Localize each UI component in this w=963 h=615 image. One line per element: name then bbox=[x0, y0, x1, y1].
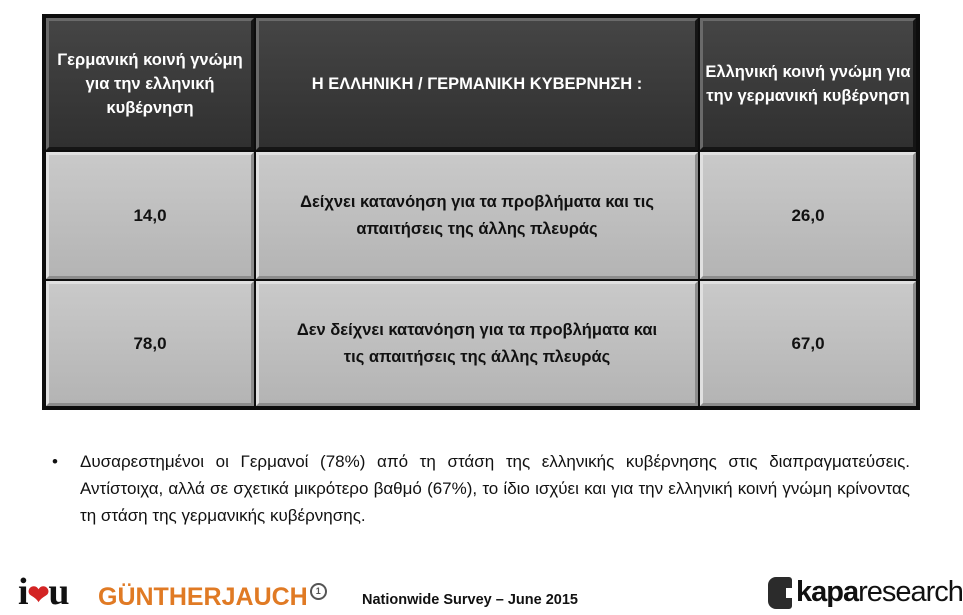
bullet-text: Δυσαρεστημένοι οι Γερμανοί (78%) από τη στάση της ελληνικής κυβέρνησης στις διαπραγματεύσεις. Αντίστοιχα, αλλά σε σχετικά μικρότερο βαθμό (67%), το ίδιο ισχύει και για την ελληνική κοινή γνώμη κρίνοντας τη στάση της γερμανικής κυβέρνησης. bbox=[80, 452, 910, 525]
row2-greek-value: 67,0 bbox=[700, 281, 916, 406]
row2-german-value: 78,0 bbox=[46, 281, 254, 406]
bullet-point bbox=[52, 448, 910, 529]
header-government: Η ΕΛΛΗΝΙΚΗ / ΓΕΡΜΑΝΙΚΗ ΚΥΒΕΡΝΗΣΗ : bbox=[256, 18, 698, 150]
row1-german-value: 14,0 bbox=[46, 152, 254, 279]
results-table bbox=[42, 14, 920, 410]
survey-caption: Nationwide Survey – June 2015 bbox=[362, 592, 578, 608]
kapa-research-logo: kapa research bbox=[768, 576, 963, 609]
heart-icon: ❤ bbox=[27, 580, 49, 610]
header-greek-opinion: Ελληνική κοινή γνώμη για την γερμανική κυβέρνηση bbox=[700, 18, 916, 150]
row2-statement: Δεν δείχνει κατανόηση για τα προβλήματα και τις απαιτήσεις της άλλης πλευράς bbox=[256, 281, 698, 406]
row1-statement: Δείχνει κατανόηση για τα προβλήματα και τις απαιτήσεις της άλλης πλευράς bbox=[256, 152, 698, 279]
row1-greek-value: 26,0 bbox=[700, 152, 916, 279]
iqu-logo: i❤u bbox=[18, 571, 69, 613]
kapa-mark-icon bbox=[768, 577, 792, 609]
header-german-opinion: Γερμανική κοινή γνώμη για την ελληνική κυβέρνηση bbox=[46, 18, 254, 150]
channel-mark-icon: 1 bbox=[310, 583, 327, 600]
gunther-jauch-logo: GÜNTHERJAUCH 1 bbox=[98, 583, 327, 612]
bullet-icon: • bbox=[52, 452, 58, 471]
